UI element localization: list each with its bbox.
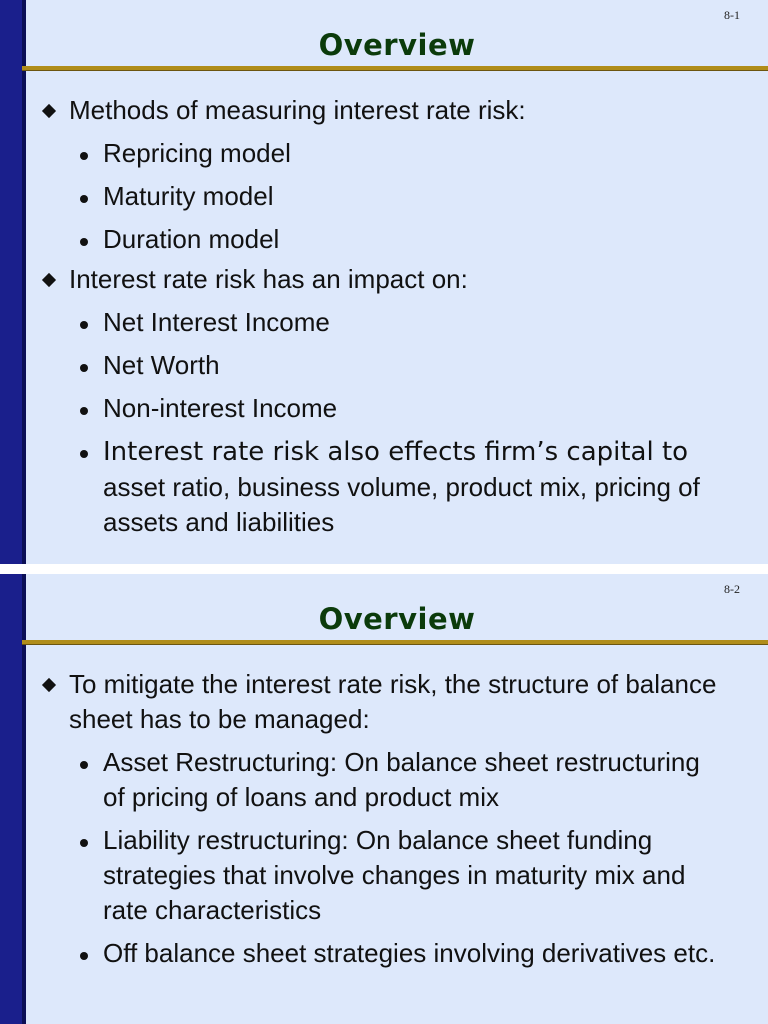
dot-bullet-icon — [80, 321, 88, 329]
dot-bullet-icon — [80, 195, 88, 203]
dot-bullet-icon — [80, 450, 88, 458]
title-rule — [22, 66, 768, 71]
slide-title: Overview — [318, 28, 476, 62]
dot-bullet-icon — [80, 839, 88, 847]
dot-bullet-icon — [80, 407, 88, 415]
slide-number: 8-1 — [724, 8, 740, 22]
dot-bullet-icon — [80, 952, 88, 960]
sub-bullet-item: Asset Restructuring: On balance sheet restructuring of pricing of loans and product mix — [40, 745, 718, 815]
dot-bullet-icon — [80, 238, 88, 246]
sub-bullet-item: Net Interest Income — [40, 305, 718, 340]
diamond-bullet-icon — [42, 104, 56, 118]
slide-separator — [0, 564, 768, 574]
sub-bullet-item: Duration model — [40, 222, 718, 257]
sub-bullet-item: Liability restructuring: On balance sheet funding strategies that involve changes in maturity mix and rate characteristics — [40, 823, 718, 928]
slide-number: 8-2 — [724, 582, 740, 596]
title-rule — [22, 640, 768, 645]
dot-bullet-icon — [80, 364, 88, 372]
sub-bullet-item: Repricing model — [40, 136, 718, 171]
diamond-bullet-icon — [42, 273, 56, 287]
dot-bullet-icon — [80, 152, 88, 160]
slide-8-2 — [0, 574, 768, 1024]
sub-bullet-item: Interest rate risk also effects firm’s capital to asset ratio, business volume, product mix, pricing of assets and liabilities — [40, 434, 718, 540]
slide-title: Overview — [318, 602, 476, 636]
bullet-item: Methods of measuring interest rate risk: — [40, 93, 718, 128]
sub-bullet-item: Off balance sheet strategies involving derivatives etc. — [40, 936, 718, 971]
diamond-bullet-icon — [42, 678, 56, 692]
bullet-item: Interest rate risk has an impact on: — [40, 262, 718, 297]
dot-bullet-icon — [80, 761, 88, 769]
slide-content — [40, 88, 718, 540]
sub-bullet-item: Net Worth — [40, 348, 718, 383]
sub-bullet-item: Non-interest Income — [40, 391, 718, 426]
bullet-item: To mitigate the interest rate risk, the structure of balance sheet has to be managed: — [40, 667, 718, 737]
slide-content — [40, 662, 718, 971]
sub-bullet-item: Maturity model — [40, 179, 718, 214]
slide-sidebar — [0, 0, 26, 564]
